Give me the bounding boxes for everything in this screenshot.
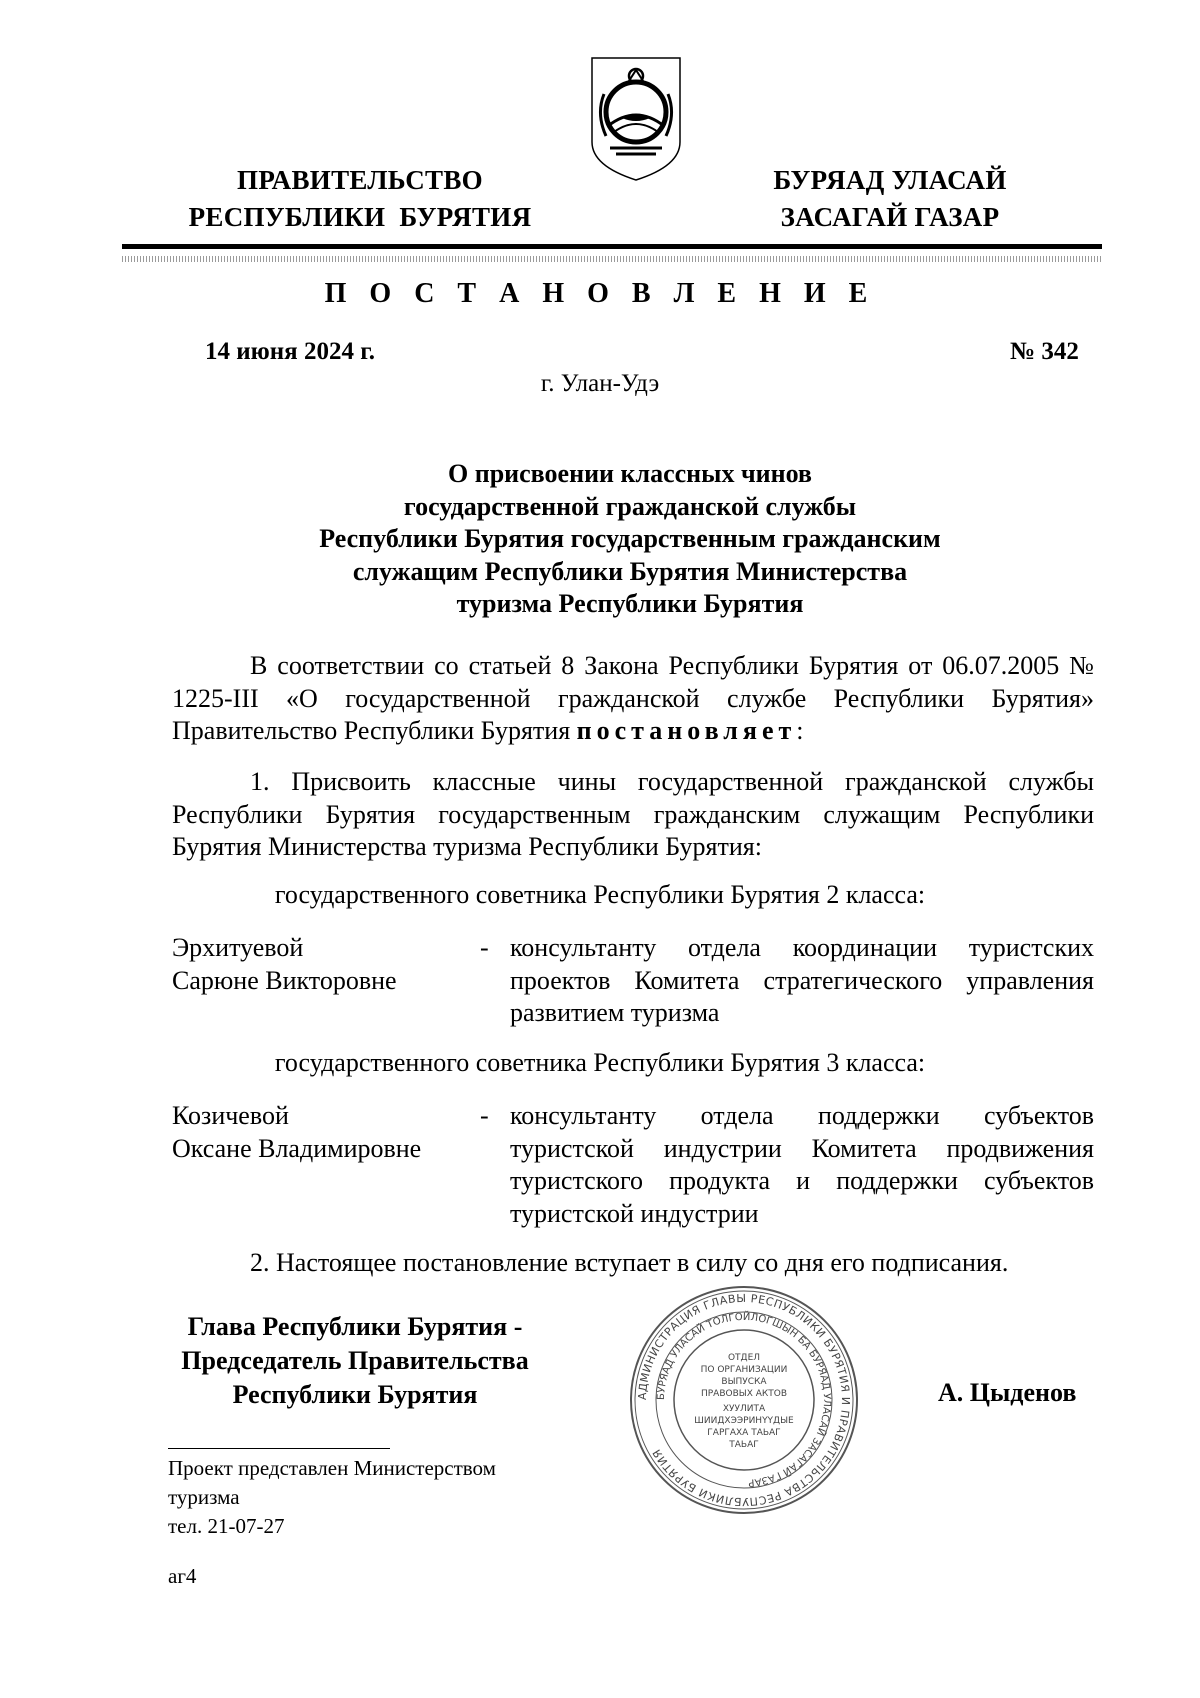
header-left-line2: РЕСПУБЛИКИ БУРЯТИЯ <box>188 202 532 232</box>
stamp-center-line: ПО ОРГАНИЗАЦИИ <box>700 1365 788 1375</box>
title-line: О присвоении классных чинов <box>448 459 812 488</box>
document-type: П О С Т А Н О В Л Е Н И Е <box>324 278 876 309</box>
header-right-line1: БУРЯАД УЛАСАЙ <box>773 165 1007 195</box>
signer-name: А. Цыденов <box>938 1378 1077 1407</box>
title-line: Республики Бурятия государственным гражданским <box>319 524 941 554</box>
document-number: № 342 <box>1010 338 1079 365</box>
item-1-text: 1. Присвоить классные чины государственной гражданской службы Республики Бурятия государственным гражданским служащим Республики Бурятия Министерства туризма Республики Бурятия: <box>172 767 1094 862</box>
document-title <box>200 458 1060 621</box>
stamp-center-line: ВЫПУСКА <box>721 1377 767 1387</box>
appointee-name <box>172 932 397 997</box>
footnote <box>168 1454 568 1541</box>
appointee-surname: Козичевой <box>172 1101 289 1130</box>
preamble-end: : <box>796 716 804 746</box>
appointee-given-names: Сарюне Викторовне <box>172 965 397 995</box>
svg-text:АДМИНИСТРАЦИЯ ГЛАВЫ РЕСПУБЛИКИ <box>636 1292 852 1508</box>
stamp-center-line: ГАРГАХА ТАЬАГ <box>707 1428 781 1438</box>
appointee-position: консультанту отдела поддержки субъектов туристской индустрии Комитета продвижения туристского продукта и поддержки субъектов туристской индустрии <box>510 1101 1094 1228</box>
signer-title-line: Республики Бурятия <box>232 1380 478 1409</box>
signer-title-line: Председатель Правительства <box>181 1346 529 1375</box>
header-right-line2: ЗАСАГАЙ ГАЗАР <box>780 202 1000 232</box>
document-city: г. Улан-Удэ <box>540 370 660 397</box>
appointee-position: консультанту отдела координации туристских проектов Комитета стратегического управления развитием туризма <box>510 933 1094 1028</box>
separator-dash: - <box>480 1101 489 1130</box>
header-government-bua <box>740 162 1040 236</box>
appointee-name <box>172 1100 421 1165</box>
footnote-line: Проект представлен Министерством <box>168 1456 496 1480</box>
footnote-rule <box>168 1448 390 1449</box>
coat-of-arms-icon <box>586 54 686 184</box>
stamp-center-line: ОТДЕЛ <box>727 1353 761 1363</box>
signer-title-line: Глава Республики Бурятия - <box>187 1312 523 1341</box>
preamble-paragraph <box>172 650 1094 748</box>
title-line: государственной гражданской службы <box>403 491 857 521</box>
signer-title <box>140 1310 570 1412</box>
stamp-center-line: ШИИДХЭЭРИНҮҮДЫЕ <box>694 1416 794 1426</box>
stamp-center-line: ХУУЛИТА <box>722 1404 766 1414</box>
stamp-center-line: ТАЬАГ <box>729 1440 759 1450</box>
document-code: аг4 <box>168 1564 197 1588</box>
header-government-ru <box>170 162 550 236</box>
title-line: туризма Республики Бурятия <box>456 589 804 619</box>
header-rule-hatched <box>122 256 1102 262</box>
item-2-paragraph: 2. Настоящее постановление вступает в силу со дня его подписания. <box>250 1248 1009 1277</box>
stamp-outer-text: АДМИНИСТРАЦИЯ ГЛАВЫ РЕСПУБЛИКИ БУРЯТИЯ И ПРАВИТЕЛЬСТВА РЕСПУБЛИКИ БУРЯТИЯ <box>635 1291 853 1509</box>
appointee-surname: Эрхитуевой <box>172 933 304 962</box>
title-line: служащим Республики Бурятия Министерства <box>352 556 908 586</box>
footnote-line: туризма <box>168 1485 240 1509</box>
rank-heading: государственного советника Республики Бурятия 2 класса: <box>274 880 926 909</box>
preamble-text: В соответствии со статьей 8 Закона Республики Бурятия от 06.07.2005 № 1225-III «О государственной гражданской службе Республики Бурятия» Правительство Республики Бурятия <box>172 651 1094 746</box>
header-left-line1: ПРАВИТЕЛЬСТВО <box>237 165 483 195</box>
stamp-center-line: ПРАВОВЫХ АКТОВ <box>700 1389 788 1399</box>
appointee-given-names: Оксане Владимировне <box>172 1133 422 1163</box>
rank-heading: государственного советника Республики Бурятия 3 класса: <box>274 1048 926 1077</box>
separator-dash: - <box>480 933 489 962</box>
header-rule-thick <box>122 244 1102 249</box>
item-1-paragraph <box>172 766 1094 864</box>
stamp-inner-text: БУРЯАД УЛАСАЙ ТОЛГОЙЛОГШЫН БА БУРЯАД УЛАСАЙ ЗАСАГАЙ ГАЗАР <box>655 1311 833 1488</box>
document-date: 14 июня 2024 г. <box>205 338 375 365</box>
official-stamp <box>628 1284 860 1516</box>
footnote-line: тел. 21-07-27 <box>168 1514 285 1538</box>
decree-word: постановляет <box>576 716 797 746</box>
